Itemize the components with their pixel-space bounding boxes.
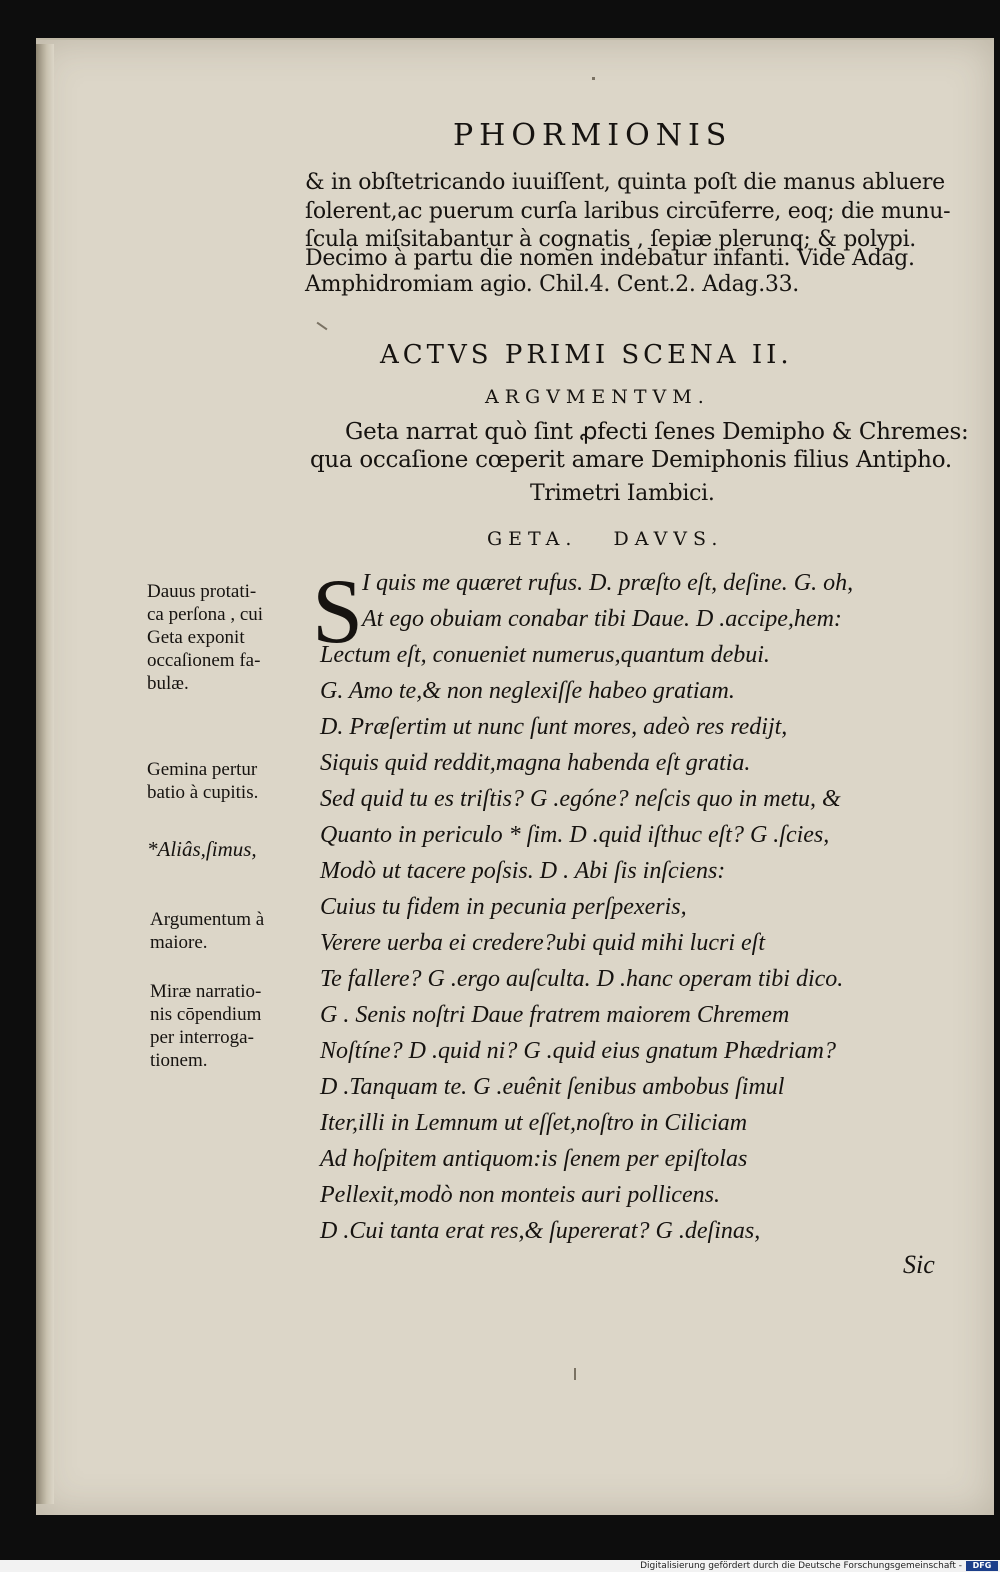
- margin-note-line: bulæ.: [147, 673, 189, 694]
- margin-note-line: nis cōpendium: [150, 1004, 262, 1025]
- verse-line: Cuius tu fidem in pecunia perſpexeris,: [320, 894, 687, 920]
- intro-line: ſcula miſsitabantur à cognatis , ſepiæ plerunq; & polypi.: [305, 227, 916, 252]
- intro-line: Amphidromiam agio. Chil.4. Cent.2. Adag.33.: [305, 272, 799, 297]
- intro-line: Decimo à partu die nomen indebatur infanti. Vide Adag.: [305, 246, 915, 271]
- verse-line: D .Tanquam te. G .euênit ſenibus ambobus ſimul: [320, 1074, 785, 1100]
- verse-line: Siquis quid reddit,magna habenda eſt gratia.: [320, 750, 751, 776]
- verse-line: G. Amo te,& non neglexiſſe habeo gratiam.: [320, 678, 735, 704]
- margin-note-line: occaſionem fa-: [147, 650, 261, 671]
- margin-note-line: batio à cupitis.: [147, 782, 259, 803]
- intro-line: & in obſtetricando iuuiſſent, quinta poſt die manus abluere: [305, 170, 945, 195]
- margin-note-line: Gemina pertur: [147, 759, 258, 780]
- footer-credit: Digitalisierung gefördert durch die Deutsche Forschungsgemeinschaft -: [640, 1561, 962, 1571]
- verse-line: Ad hoſpitem antiquom:is ſenem per epiſtolas: [320, 1146, 748, 1172]
- argumentum-line: Geta narrat quò ſint ꝓfecti ſenes Demipho & Chremes:: [345, 419, 969, 445]
- margin-note-line: *Aliâs,ſimus,: [147, 837, 257, 861]
- margin-note-line: per interroga-: [150, 1027, 254, 1048]
- argumentum-line: qua occaſione cœperit amare Demiphonis filius Antipho.: [310, 447, 952, 473]
- margin-note: [150, 908, 264, 954]
- page-speck: [574, 1368, 576, 1380]
- verse-line: Iter,illi in Lemnum ut eſſet,noſtro in Ciliciam: [320, 1110, 748, 1136]
- verse-line: Quanto in periculo * ſim. D .quid iſthuc eſt? G .ſcies,: [320, 822, 830, 848]
- margin-note-line: Argumentum à: [150, 909, 265, 930]
- verse-line: Pellexit,modò non monteis auri pollicens.: [320, 1182, 720, 1208]
- verse-line: I quis me quæret rufus. D. præſto eſt, deſine. G. oh,: [362, 570, 854, 596]
- page-speck: [592, 77, 595, 80]
- margin-note-line: Dauus protati-: [147, 581, 257, 602]
- margin-note: [147, 838, 257, 861]
- verse-line: Sed quid tu es triſtis? G .egóne? neſcis quo in metu, &: [320, 786, 841, 812]
- verse-line: Modò ut tacere poſsis. D . Abi ſis inſciens:: [320, 858, 726, 884]
- page-binding-edge: [36, 44, 54, 1504]
- verse-line: G . Senis noſtri Daue fratrem maiorem Chremem: [320, 1002, 790, 1028]
- verse-line: Lectum eſt, conueniet numerus,quantum debui.: [320, 642, 770, 668]
- verse-line: Verere uerba ei credere?ubi quid mihi lucri eſt: [320, 930, 765, 956]
- meter-label: Trimetri Iambici.: [530, 481, 715, 506]
- verse-line: D. Præſertim ut nunc ſunt mores, adeò res rediјt,: [320, 714, 788, 740]
- margin-note-line: ca perſona , cui: [147, 604, 264, 625]
- catchword: Sic: [903, 1250, 935, 1279]
- intro-line: ſolerent,ac puerum curſa laribus circūferre, eoq; die munu-: [305, 199, 951, 224]
- margin-note: [147, 580, 263, 695]
- margin-note-line: Miræ narratio-: [150, 981, 262, 1002]
- verse-line: Noſtíne? D .quid ni? G .quid eius gnatum Phædriam?: [320, 1038, 836, 1064]
- margin-note: [147, 758, 258, 804]
- footer-bar: [0, 1560, 1000, 1572]
- margin-note-line: Geta exponit: [147, 627, 245, 648]
- running-head: PHORMIONIS: [453, 118, 733, 153]
- verse-line: At ego obuiam conabar tibi Daue. D .accipe,hem:: [362, 606, 842, 632]
- verse-line: D .Cui tanta erat res,& ſupererat? G .deſinas,: [320, 1218, 761, 1244]
- drop-cap: S: [312, 560, 364, 662]
- argumentum-heading: ARGVMENTVM.: [485, 386, 710, 408]
- scene-heading: ACTVS PRIMI SCENA II.: [380, 340, 793, 370]
- speakers-line: GETA. DAVVS.: [487, 528, 724, 550]
- verse-line: Te fallere? G .ergo auſculta. D .hanc operam tibi dico.: [320, 966, 844, 992]
- margin-note-line: maiore.: [150, 932, 208, 953]
- margin-note: [150, 980, 261, 1072]
- margin-note-line: tionem.: [150, 1050, 208, 1071]
- dfg-logo-icon: DFG: [966, 1561, 998, 1571]
